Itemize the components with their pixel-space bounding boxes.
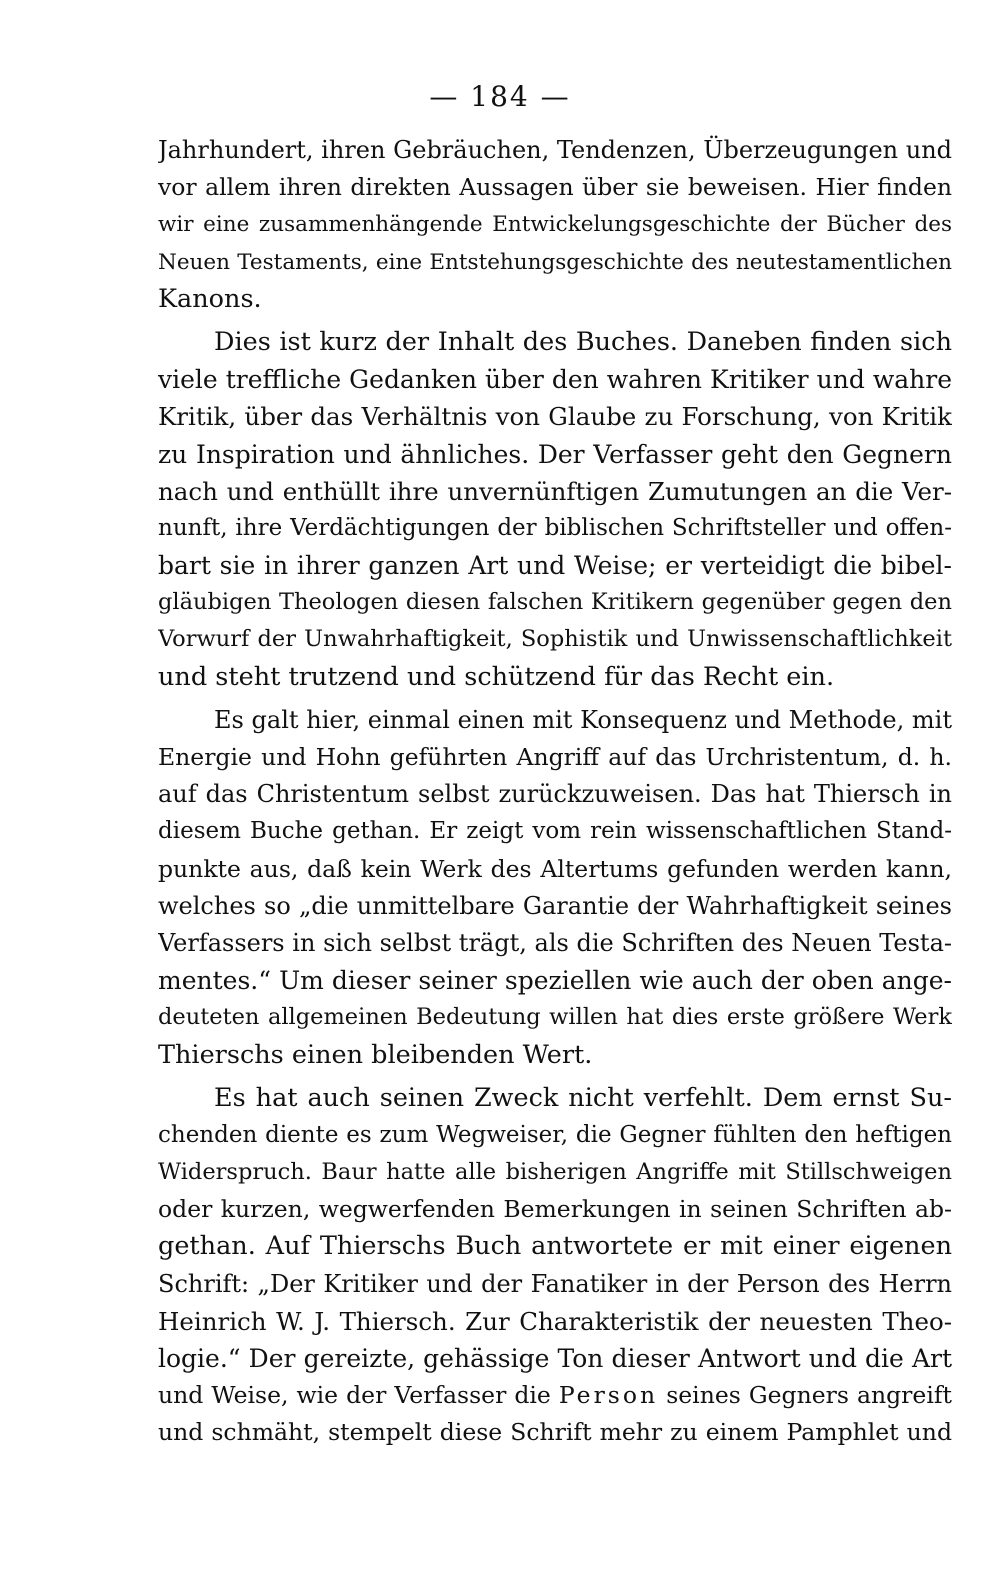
text-line: Heinrich W. J. Thiersch. Zur Charakteristik der neuesten Theo-: [158, 1306, 952, 1336]
text-line: gethan. Auf Thierschs Buch antwortete er mit einer eigenen: [158, 1231, 952, 1262]
emphasized-word: Person: [558, 1381, 659, 1410]
text-line: logie.“ Der gereizte, gehässige Ton dieser Antwort und die Art: [158, 1344, 952, 1373]
text-line: oder kurzen, wegwerfenden Bemerkungen in seinen Schriften ab-: [158, 1195, 952, 1224]
text-line: Widerspruch. Baur hatte alle bisherigen Angriffe mit Stillschweigen: [158, 1159, 952, 1186]
text-line: und steht trutzend und schützend für das Recht ein.: [158, 661, 835, 692]
text-segment: seines Gegners angreift: [666, 1381, 952, 1410]
text-line: welches so „die unmittelbare Garantie der Wahrhaftigkeit seines: [158, 891, 952, 920]
text-line: Verfassers in sich selbst trägt, als die Schriften des Neuen Testa-: [158, 928, 952, 957]
text-line: Es galt hier, einmal einen mit Konsequenz und Methode, mit: [214, 705, 952, 734]
page-number: — 184 —: [429, 80, 571, 113]
text-line: Thierschs einen bleibenden Wert.: [158, 1039, 593, 1070]
text-line: deuteten allgemeinen Bedeutung willen hat dies erste größere Werk: [158, 1004, 952, 1031]
text-line: auf das Christentum selbst zurückzuweisen. Das hat Thiersch in: [158, 780, 952, 809]
text-line: nach und enthüllt ihre unvernünftigen Zumutungen an die Ver-: [158, 476, 952, 506]
text-line: viele treffliche Gedanken über den wahren Kritiker und wahre: [158, 365, 952, 395]
text-segment: und Weise, wie der Verfasser die: [158, 1381, 551, 1410]
text-line: bart sie in ihrer ganzen Art und Weise; er verteidigt die bibel-: [158, 551, 952, 581]
text-line: Kritik, über das Verhältnis von Glaube zu Forschung, von Kritik: [158, 402, 952, 432]
text-line: Schrift: „Der Kritiker und der Fanatiker in der Person des Herrn: [158, 1269, 952, 1298]
paragraph-3: [158, 702, 952, 1074]
text-line: und schmäht, stempelt diese Schrift mehr zu einem Pamphlet und: [158, 1418, 952, 1447]
text-line-mixed: [158, 1377, 952, 1414]
text-line: Energie und Hohn geführten Angriff auf das Urchristentum, d. h.: [158, 743, 952, 771]
text-line: vor allem ihren direkten Aussagen über sie beweisen. Hier finden: [158, 173, 952, 202]
paragraph-2: [158, 324, 952, 696]
text-line: Jahrhundert, ihren Gebräuchen, Tendenzen, Überzeugungen und: [158, 136, 952, 164]
text-line: Dies ist kurz der Inhalt des Buches. Daneben finden sich: [214, 326, 952, 357]
text-line: Neuen Testaments, eine Entstehungsgeschichte des neutestamentlichen: [158, 249, 952, 275]
paragraph-1: [158, 132, 952, 318]
text-line: Es hat auch seinen Zweck nicht verfehlt. Dem ernst Su-: [214, 1082, 952, 1113]
body-text: [158, 132, 952, 1452]
text-line: Kanons.: [158, 283, 262, 314]
text-line: nunft, ihre Verdächtigungen der biblischen Schriftsteller und offen-: [158, 514, 952, 541]
text-line: gläubigen Theologen diesen falschen Kritikern gegenüber gegen den: [158, 589, 952, 616]
text-line: Vorwurf der Unwahrhaftigkeit, Sophistik und Unwissenschaftlichkeit: [158, 626, 952, 653]
text-line: chenden diente es zum Wegweiser, die Gegner fühlten den heftigen: [158, 1121, 952, 1148]
text-line: zu Inspiration und ähnliches. Der Verfasser geht den Gegnern: [158, 439, 952, 469]
paragraph-4: [158, 1080, 952, 1452]
text-line: wir eine zusammenhängende Entwickelungsgeschichte der Bücher des: [158, 212, 952, 238]
text-line: diesem Buche gethan. Er zeigt vom rein wissenschaftlichen Stand-: [158, 818, 952, 845]
text-line: punkte aus, daß kein Werk des Altertums gefunden werden kann,: [158, 854, 952, 883]
text-line: mentes.“ Um dieser seiner speziellen wie auch der oben ange-: [158, 966, 952, 996]
